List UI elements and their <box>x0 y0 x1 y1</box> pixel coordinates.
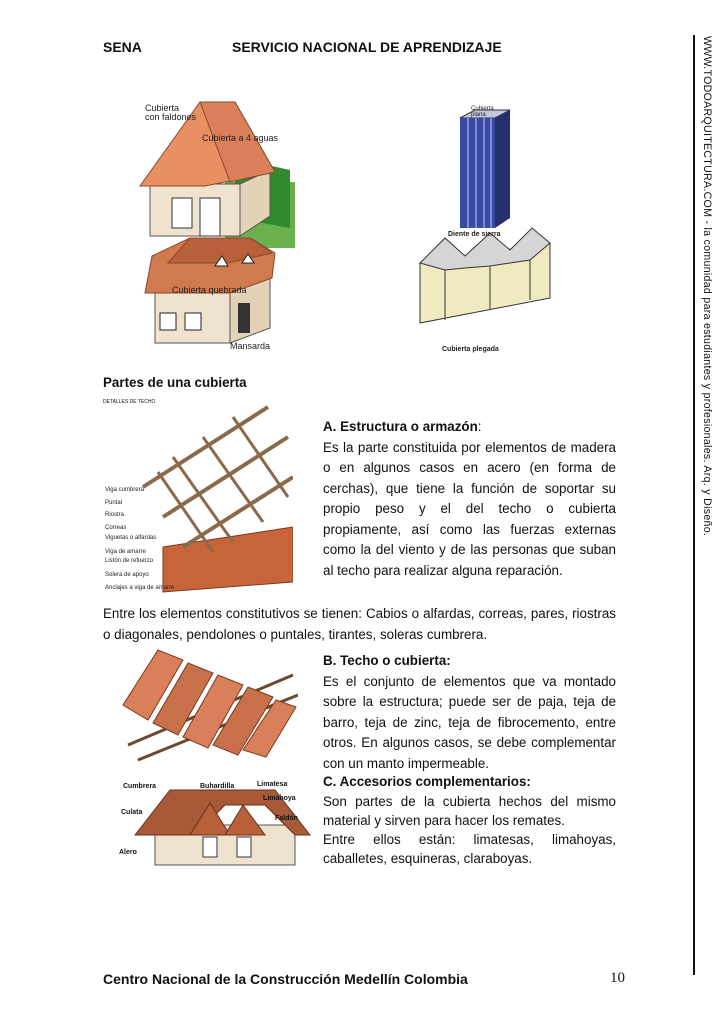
section-b <box>323 651 616 774</box>
label-cubierta-quebrada: Cubierta quebrada <box>172 285 247 295</box>
elements-paragraph: Entre los elementos constitutivos se tienen: Cabios o alfardas, correas, pares, riostras o diagonales, pendolones o puntales, tirantes, soleras cumbrera. <box>103 606 616 642</box>
label-limatesa: Limatesa <box>257 781 288 788</box>
structure-label-7: Solera de apoyo <box>105 572 149 578</box>
label-cubierta-plana: Cubierta plana <box>471 106 494 118</box>
label-faldon: Faldón <box>275 815 298 822</box>
section-c-title: C. Accesorios complementarios: <box>323 774 531 789</box>
label-cubierta-plegada: Cubierta plegada <box>442 346 499 353</box>
structure-label-5: Viga de amarre <box>105 549 146 555</box>
structure-detail-title: DETALLES DE TECHO <box>103 399 156 405</box>
label-diente-sierra: Diente de sierra <box>448 231 501 238</box>
sawtooth-folded-roof-illustration <box>420 228 550 323</box>
roof-accessories-figure <box>115 775 315 870</box>
section-b-body: Es el conjunto de elementos que va montado sobre la estructura; puede ser de paja, teja de barro, teja de zinc, teja de fibrocemento, entre otros. En algunos casos, se debe complementar con un manto impermeable. <box>323 673 616 771</box>
label-cubierta-faldones: Cubierta con faldones <box>145 103 197 122</box>
sidebar-website-text: WWW.TODOARQUITECTURA.COM - la comunidad para estudiantes y profesionales. Arq. y Diseño. <box>701 36 713 537</box>
label-mansarda: Mansarda <box>230 341 271 351</box>
section-c <box>323 772 616 868</box>
roof-types-figure <box>100 88 680 368</box>
header-left: SENA <box>103 39 142 55</box>
structure-label-4: Viguetas o alfardas <box>105 535 157 541</box>
roof-structure-figure <box>103 397 293 597</box>
structure-label-8: Anclajes a viga de amarre <box>105 585 175 591</box>
structure-label-1: Puntal <box>105 500 123 506</box>
label-alero: Alero <box>119 849 137 856</box>
label-cumbrera: Cumbrera <box>123 783 157 790</box>
section-b-title: B. Techo o cubierta: <box>323 653 451 668</box>
section-a-body: Es la parte constituida por elementos de madera o en algunos casos en acero (en forma de cerchas), que tiene la función de soportar su propio peso y el del techo o cubierta propiamente, así como las fuerzas externas como la del viento y de las personas que suban al techo para realizar alguna reparación. <box>323 439 616 578</box>
label-buhardilla: Buhardilla <box>200 783 235 790</box>
label-cubierta-4-aguas: Cubierta a 4 aguas <box>202 133 279 143</box>
section-a-colon: : <box>477 419 482 434</box>
roof-tiles-figure <box>118 645 298 765</box>
header-title: SERVICIO NACIONAL DE APRENDIZAJE <box>232 39 502 55</box>
label-culata: Culata <box>121 809 143 816</box>
clay-tiles-illustration <box>123 650 298 760</box>
structure-label-3: Correas <box>105 525 127 531</box>
section-a <box>323 417 616 581</box>
section-c-body-1: Son partes de la cubierta hechos del mismo material y sirven para hacer los remates. <box>323 794 616 828</box>
structure-label-2: Riostra <box>105 512 125 518</box>
section-a-heading <box>323 417 616 438</box>
structure-label-6: Listón de refuerzo <box>105 558 154 564</box>
label-limahoya: Limahoya <box>263 795 296 802</box>
section-a-title: A. Estructura o armazón <box>323 419 478 434</box>
section-title: Partes de una cubierta <box>103 375 247 390</box>
flat-roof-tower-illustration <box>460 110 510 228</box>
roof-truss-illustration <box>143 407 293 592</box>
footer-institution: Centro Nacional de la Construcción Medellín Colombia <box>103 971 468 987</box>
sidebar-rule <box>693 35 695 975</box>
section-c-body-2: Entre ellos están: limatesas, limahoyas, caballetes, esquineras, claraboyas. <box>323 832 616 866</box>
structure-label-0: Viga cumbrera <box>105 487 144 493</box>
hip-roof-house-illustration <box>140 102 295 248</box>
page-number: 10 <box>610 970 625 986</box>
